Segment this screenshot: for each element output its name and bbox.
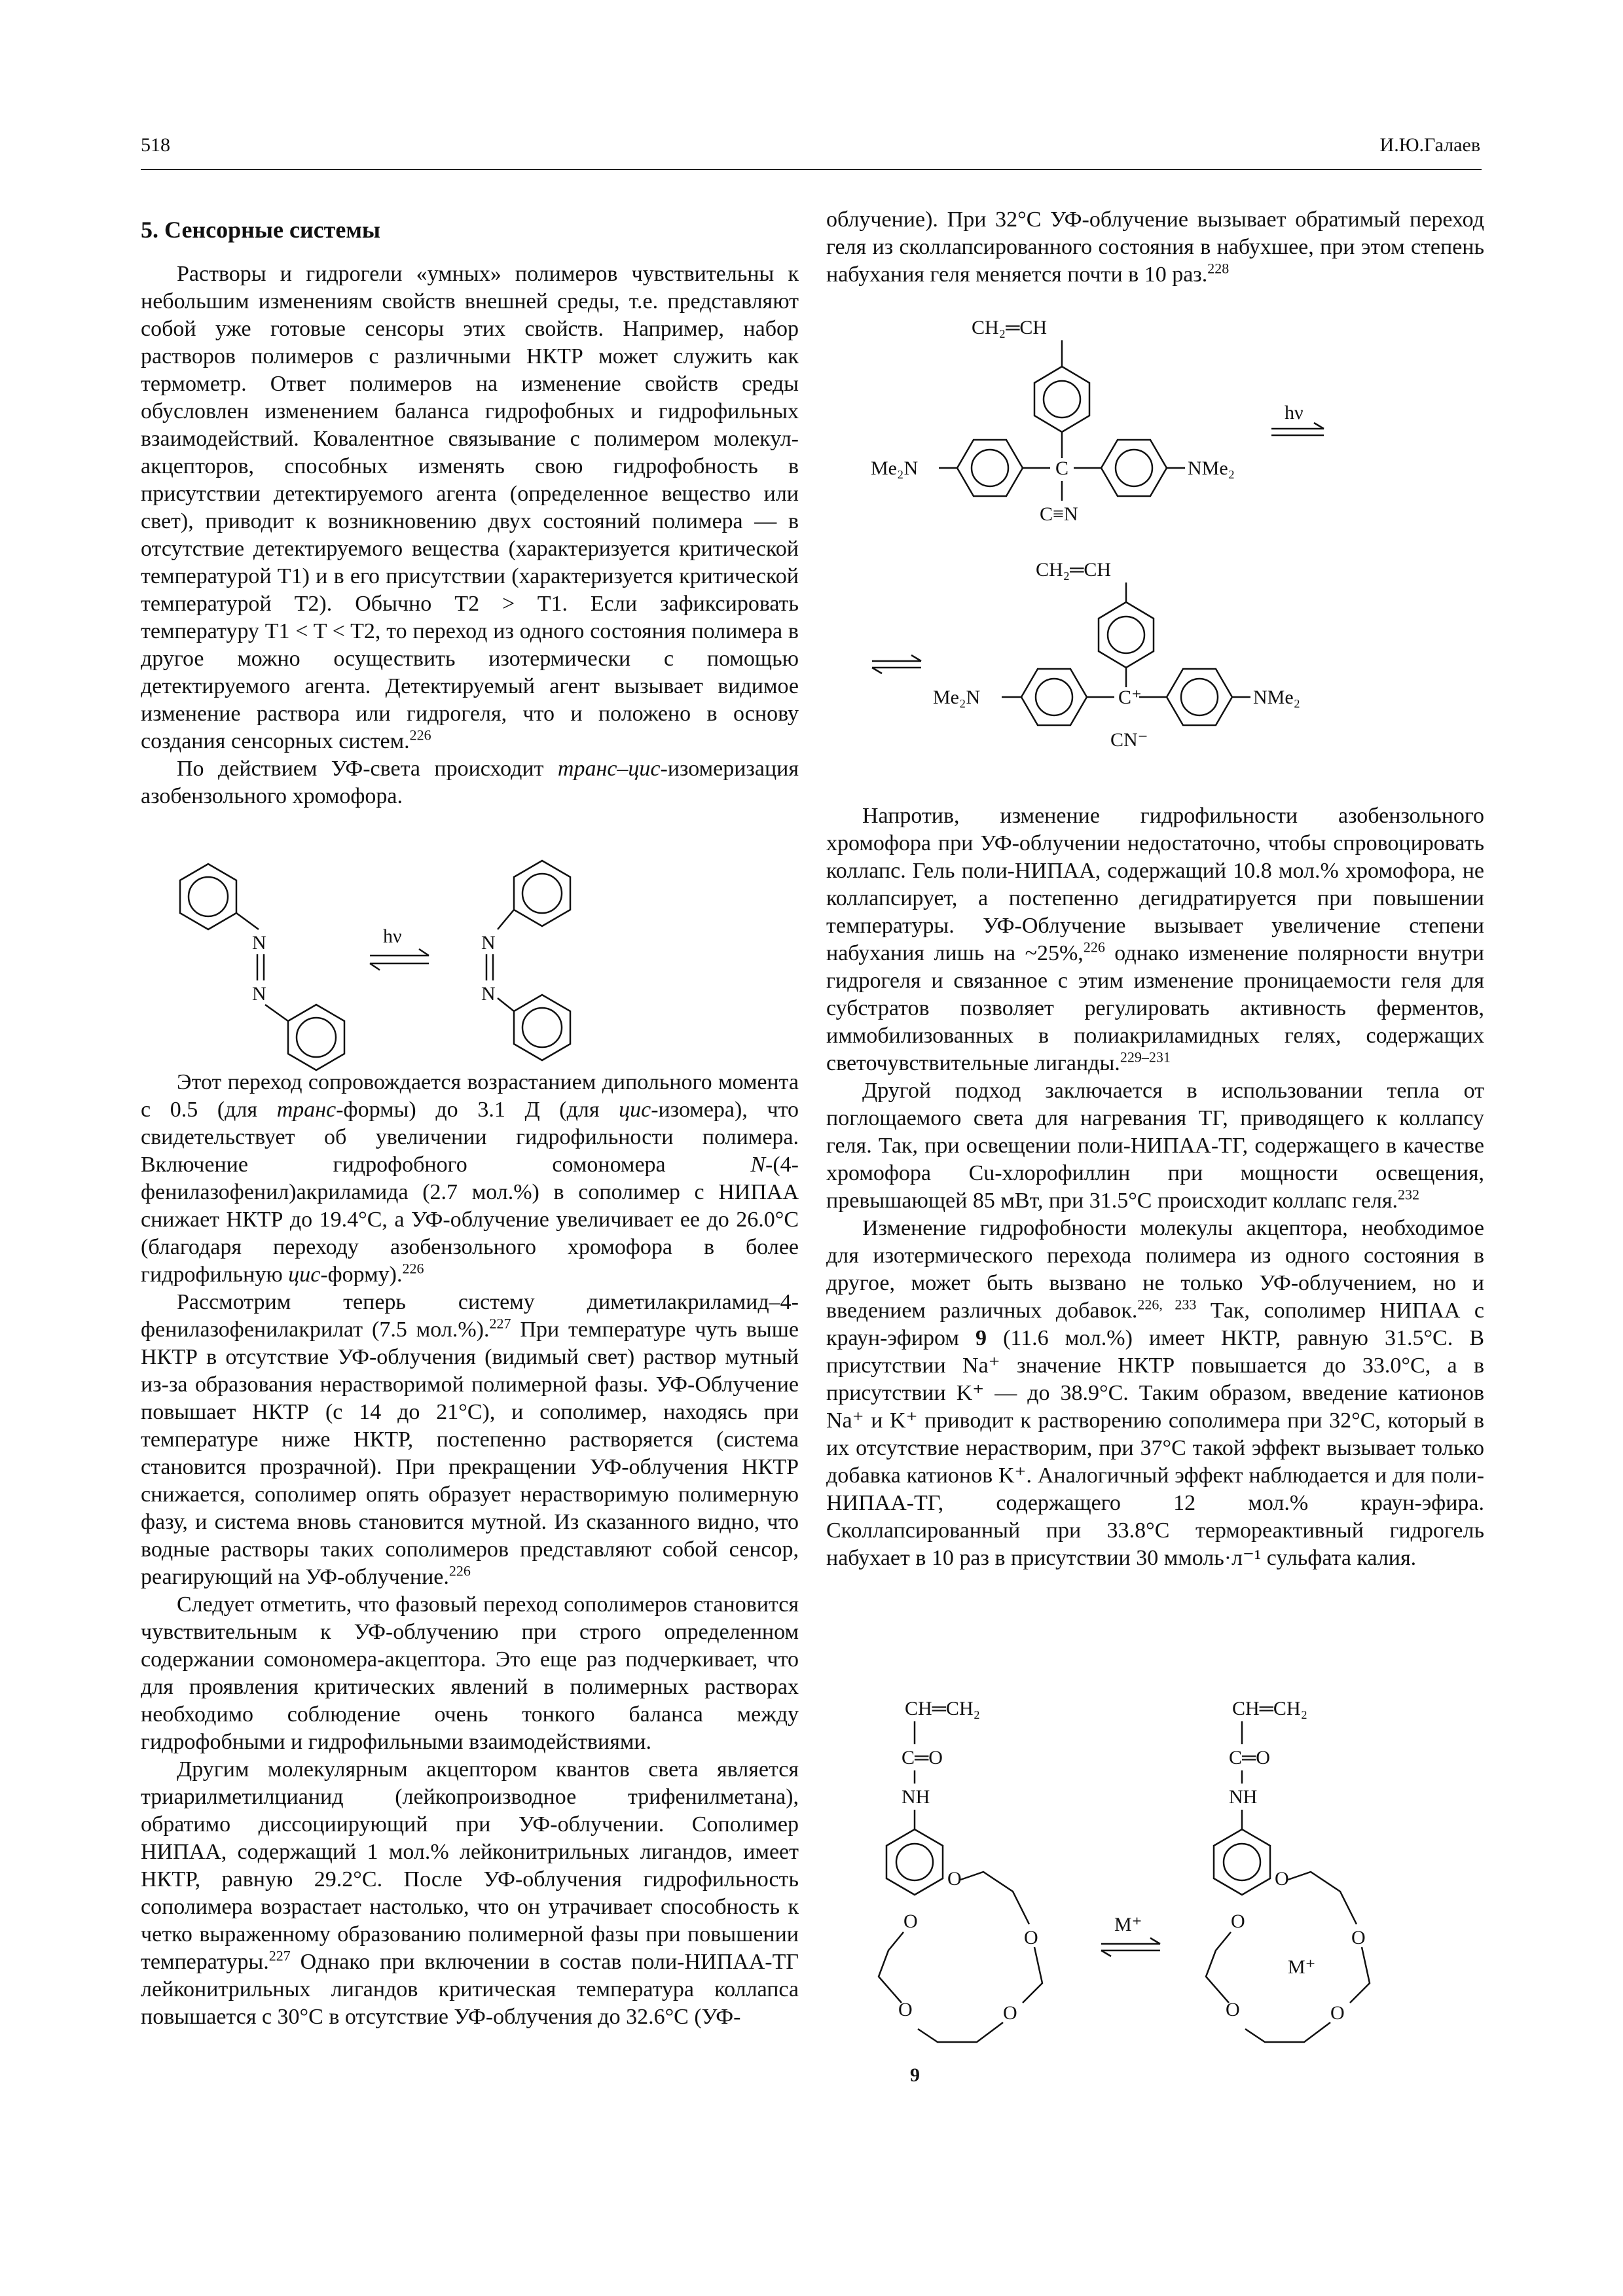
carbonyl-label: C═O [902, 1747, 943, 1768]
paragraph: Другой подход заключается в использовании тепла от поглощаемого света для нагревания ТГ, приводящего к коллапсу геля. Так, при освещении поли-НИПАА-ТГ, содержащего в качестве хромофора Cu-хлорофиллин при мощности освещения, превышающей 85 мВт, при 31.5°C происходит коллапс геля.$^{232}$ [826, 1079, 1484, 1213]
n-atom: N [481, 983, 496, 1005]
nme2-left: Me₂N [933, 687, 981, 708]
running-head-author: И.Ю.Галаев [1379, 134, 1480, 156]
azobenzene-isomerization-figure [141, 851, 799, 1100]
nme2-right: NMe₂ [1253, 687, 1301, 708]
benzene-ring [1099, 602, 1154, 668]
paragraph: По действием УФ-света происходит транс–цис-изомеризация азобензольного хромофора. [141, 757, 799, 808]
oxygen-atom: O [947, 1868, 962, 1890]
oxygen-atom: O [1226, 1999, 1240, 2020]
left-column [141, 216, 799, 2031]
oxygen-atom: O [903, 1910, 918, 1932]
benzene-ring [1214, 1829, 1270, 1895]
benzene-ring [1101, 440, 1167, 496]
bound-cation-label: M⁺ [1288, 1956, 1316, 1978]
paragraph: Этот переход сопровождается возрастанием дипольного момента с 0.5 (для транс-формы) до 3.1 Д (для цис-изомера), что свидетельствует об увеличении гидрофильности полимера. Включение гидрофобного сомономера N-(4-фенилазофенил)акриламида (2.7 мол.%) в сополимер с НИПАА снижает НКТР до 19.4°C, а УФ-облучение увеличивает ее до 26.0°C (благодаря переходу азобензольного хромофора в более гидрофильную цис-форму).$^{226}$ [141, 1070, 799, 1287]
carbocation-label: C⁺ [1118, 687, 1142, 708]
benzene-ring [886, 1829, 943, 1895]
oxygen-atom: O [1330, 2002, 1345, 2024]
vinyl-label: CH═CH₂ [905, 1698, 981, 1719]
oxygen-atom: O [1024, 1927, 1038, 1948]
n-atom: N [481, 932, 496, 954]
oxygen-atom: O [1231, 1910, 1245, 1932]
oxygen-atom: O [1275, 1868, 1289, 1890]
carbonyl-label: C═O [1229, 1747, 1270, 1768]
nh-label: NH [902, 1786, 930, 1808]
paragraph: Следует отметить, что фазовый переход сополимеров становится чувствительным к УФ-облучению при строго определенном содержании сомономера-акцептора. Это еще раз подчеркивает, что для проявления критических явлений в полимерных растворах необходимо соблюдение очень тонкого баланса между гидрофобными и гидрофильными взаимодействиями. [141, 1592, 799, 1754]
vinyl-label: CH═CH₂ [1232, 1698, 1308, 1719]
cation-arrow-label: M⁺ [1114, 1914, 1142, 1935]
oxygen-atom: O [1003, 2002, 1017, 2024]
cyanide-anion-label: CN⁻ [1110, 729, 1148, 751]
compound-number: 9 [910, 2064, 920, 2086]
nitrile-label: C≡N [1040, 503, 1078, 525]
n-atom: N [252, 932, 266, 954]
central-carbon: C [1055, 457, 1069, 479]
page-number: 518 [141, 134, 170, 156]
paragraph: Растворы и гидрогели «умных» полимеров чувствительны к небольшим изменениям свойств внешней среды, т.е. представляют собой уже готовые сенсоры этих свойств. Например, набор растворов полимеров с различными НКТР может служить как термометр. Ответ полимеров на изменение свойств среды обусловлен изменением баланса гидрофобных и гидрофильных взаимодействий. Ковалентное связывание с полимером молекул-акцепторов, способных изменять свою гидрофобность в присутствии детектируемого агента (определенное вещество или свет), приводит к возникновению двух состояний полимера — в отсутствие детектируемого вещества (характеризуется критической температурой T1) и в его присутствии (характеризуется критической температурой T2). Обычно T2 > T1. Если зафиксировать температуру T1 < T < T2, то переход из одного состояния полимера в другое можно осуществить изотермически с помощью детектируемого агента. Детектируемый агент вызывает видимое изменение раствора или гидрогеля, что и положено в основу создания сенсорных систем.$^{226}$ [141, 262, 799, 753]
triarylmethyl-cyanide-figure [826, 295, 1484, 805]
paragraph: Напротив, изменение гидрофильности азобензольного хромофора при УФ-облучении недостаточно, чтобы спровоцировать коллапс. Гель поли-НИПАА, содержащий 10.8 мол.% хромофора, не коллапсирует, а постепенно дегидратируется при повышении температуры. УФ-Облучение вызывает увеличение степени набухания лишь на ~25%,$^{226}$ однако изменение полярности внутри гидрогеля и связанное с этим изменение проницаемости геля для субстратов позволяет регулировать активность ферментов, иммобилизованных в полиакриламидных гелях, содержащих светочувствительные лиганды.$^{229-231}$ [826, 804, 1484, 1075]
oxygen-atom: O [1351, 1927, 1366, 1948]
hv-label: hν [1285, 402, 1304, 423]
benzene-ring [1034, 367, 1089, 432]
paragraph: Изменение гидрофобности молекулы акцептора, необходимое для изотермического перехода полимера из одного состояния в другое, может быть вызвано не только УФ-облучением, но и введением различных добавок.$^{226, 233}$ Так, сополимер НИПАА с краун-эфиром 9 (11.6 мол.%) имеет НКТР, равную 31.5°C. В присутствии Na⁺ значение НКТР повышается до 33.0°C, а в присутствии K⁺ — до 38.9°C. Таким образом, введение катионов Na⁺ и K⁺ приводит к растворению сополимера при 32°C, который в их отсутствие нерастворим, при 37°C такой эффект вызывает только добавка катионов K⁺. Аналогичный эффект наблюдается и для поли-НИПАА-ТГ, содержащего 12 мол.% краун-эфира. Сколлапсированный при 33.8°C термореактивный гидрогель набухает в 10 раз в присутствии 30 ммоль·л⁻¹ сульфата калия. [826, 1216, 1485, 1570]
nh-label: NH [1229, 1786, 1258, 1808]
paragraph: облучение). При 32°C УФ-облучение вызывает обратимый переход геля из сколлапсированного состояния в набухшее, при этом степень набухания геля меняется почти в 10 раз.$^{228}$ [826, 207, 1484, 287]
benzene-ring [957, 440, 1023, 496]
paragraph: Рассмотрим теперь систему диметилакриламид–4-фенилазофенилакрилат (7.5 мол.%).$^{227}$ При температуре чуть выше НКТР в отсутствие УФ-облучения (видимый свет) раствор мутный из-за образования нерастворимой полимерной фазы. УФ-Облучение повышает НКТР (с 14 до 21°C), и сополимер, находясь при температуре ниже НКТР, постепенно растворяется (система становится прозрачной). При прекращении УФ-облучения НКТР снижается, сополимер опять образует нерастворимую полимерную фазу, и система вновь становится мутной. Из сказанного видно, что водные растворы таких сополимеров представляют собой сенсор, реагирующий на УФ-облучение.$^{226}$ [141, 1290, 799, 1589]
oxygen-atom: O [898, 1999, 913, 2020]
section-heading: 5. Сенсорные системы [141, 217, 380, 243]
vinyl-label: CH₂═CH [972, 317, 1048, 338]
vinyl-label: CH₂═CH [1036, 559, 1112, 581]
benzene-ring [1167, 669, 1232, 725]
benzene-ring [1021, 669, 1087, 725]
nme2-right: NMe₂ [1188, 457, 1235, 479]
hv-label: hν [383, 925, 402, 947]
n-atom: N [252, 983, 266, 1005]
nme2-left: Me₂N [871, 457, 919, 479]
crown-ether-figure [826, 1689, 1484, 2094]
header-rule [141, 169, 1482, 170]
paragraph: Другим молекулярным акцептором квантов света является триарилметилцианид (лейкопроизводное трифенилметана), обратимо диссоциирующий при УФ-облучении. Сополимер НИПАА, содержащий 1 мол.% лейконитрильных лигандов, имеет НКТР, равную 29.2°C. После УФ-облучения гидрофильность сополимера возрастает настолько, что он утрачивает способность к четко выраженному образованию полимерной фазы при повышении температуры.$^{227}$ Однако при включении в состав поли-НИПАА-ТГ лейконитрильных лигандов критическая температура коллапса повышается с 30°C в отсутствие УФ-облучения до 32.6°C (УФ- [141, 1757, 799, 2029]
